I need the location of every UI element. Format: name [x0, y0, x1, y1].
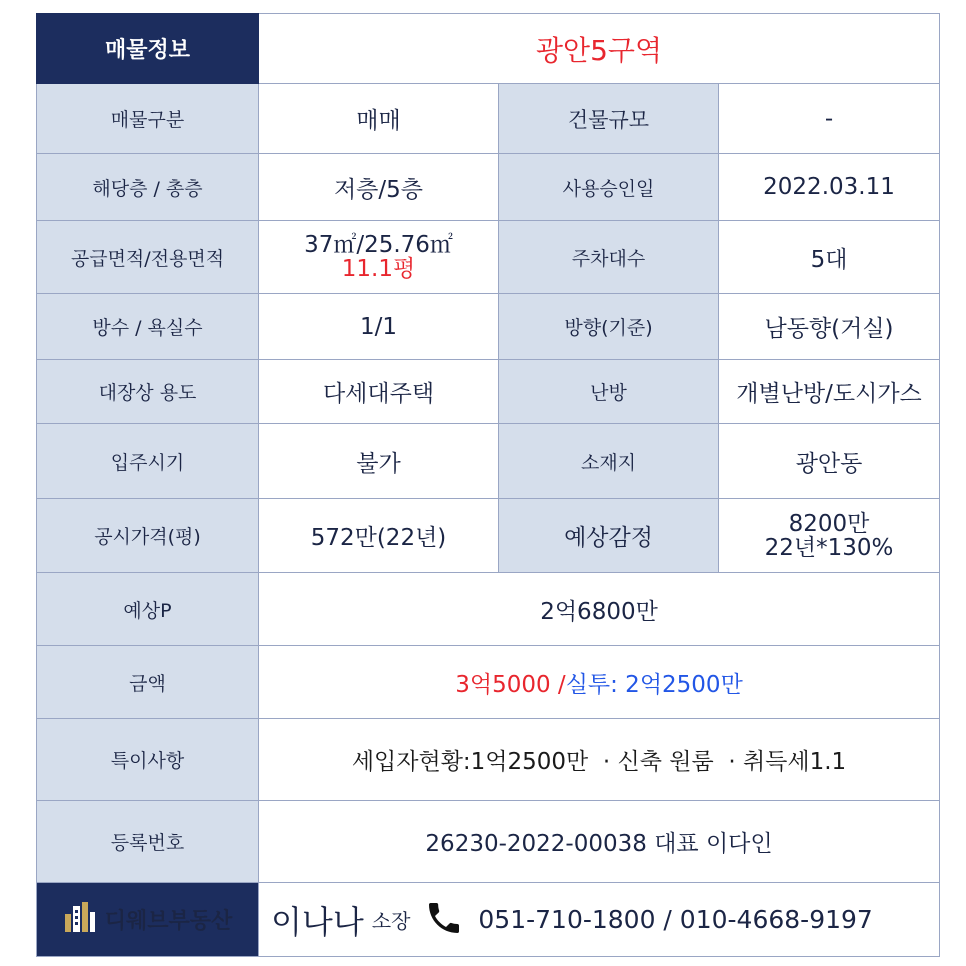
- usage-label: 대장상 용도: [37, 360, 259, 424]
- registration-label: 등록번호: [37, 801, 259, 883]
- appraisal-value: [719, 499, 940, 573]
- registration-value: 26230-2022-00038 대표 이다인: [259, 801, 940, 883]
- direction-value: 남동향(거실): [719, 294, 940, 360]
- official-price-value: 572만(22년): [259, 499, 499, 573]
- appraisal-label: 예상감정: [499, 499, 719, 573]
- page-title: 광안5구역: [259, 14, 940, 84]
- appraisal-basis: 22년*130%: [764, 534, 894, 561]
- official-price-label: 공시가격(평): [37, 499, 259, 573]
- parking-value: 5대: [719, 221, 940, 294]
- heating-value: 개별난방/도시가스: [719, 360, 940, 424]
- area-pyeong: 11.1평: [341, 256, 416, 282]
- amount-label: 금액: [37, 646, 259, 719]
- location-label: 소재지: [499, 424, 719, 499]
- phone-numbers[interactable]: 051-710-1800 / 010-4668-9197: [478, 905, 873, 934]
- rooms-value: 1/1: [259, 294, 499, 360]
- building-icon: [63, 900, 97, 940]
- building-scale-label: 건물규모: [499, 84, 719, 154]
- rooms-label: 방수 / 욕실수: [37, 294, 259, 360]
- movein-label: 입주시기: [37, 424, 259, 499]
- appraisal-amount: 8200만: [788, 510, 870, 537]
- location-value: 광안동: [719, 424, 940, 499]
- phone-icon: [424, 898, 464, 942]
- area-sqm: 37㎡/25.76㎡: [304, 232, 453, 258]
- property-info-table: [36, 13, 940, 957]
- area-label: 공급면적/전용면적: [37, 221, 259, 294]
- approval-date-label: 사용승인일: [499, 154, 719, 221]
- agent-title: 소장: [371, 909, 411, 933]
- contact-cell: [259, 883, 940, 957]
- notes-label: 특이사항: [37, 719, 259, 801]
- parking-label: 주차대수: [499, 221, 719, 294]
- type-label: 매물구분: [37, 84, 259, 154]
- notes-value: 세입자현황:1억2500만 · 신축 원룸 · 취득세1.1: [259, 719, 940, 801]
- usage-value: 다세대주택: [259, 360, 499, 424]
- premium-value: 2억6800만: [259, 573, 940, 646]
- amount-actual-investment: 실투: 2억2500만: [565, 671, 743, 698]
- brand-cell: [37, 883, 259, 957]
- direction-label: 방향(기준): [499, 294, 719, 360]
- approval-date-value: 2022.03.11: [719, 154, 940, 221]
- floor-value: 저층/5층: [259, 154, 499, 221]
- header-label: 매물정보: [37, 14, 259, 84]
- type-value: 매매: [259, 84, 499, 154]
- premium-label: 예상P: [37, 573, 259, 646]
- heating-label: 난방: [499, 360, 719, 424]
- amount-value: [259, 646, 940, 719]
- agent-name: 이나나: [271, 902, 364, 941]
- brand-name: 디웨브부동산: [104, 909, 233, 934]
- movein-value: 불가: [259, 424, 499, 499]
- floor-label: 해당층 / 총층: [37, 154, 259, 221]
- area-value: [259, 221, 499, 294]
- building-scale-value: -: [719, 84, 940, 154]
- amount-price: 3억5000 /: [455, 671, 566, 698]
